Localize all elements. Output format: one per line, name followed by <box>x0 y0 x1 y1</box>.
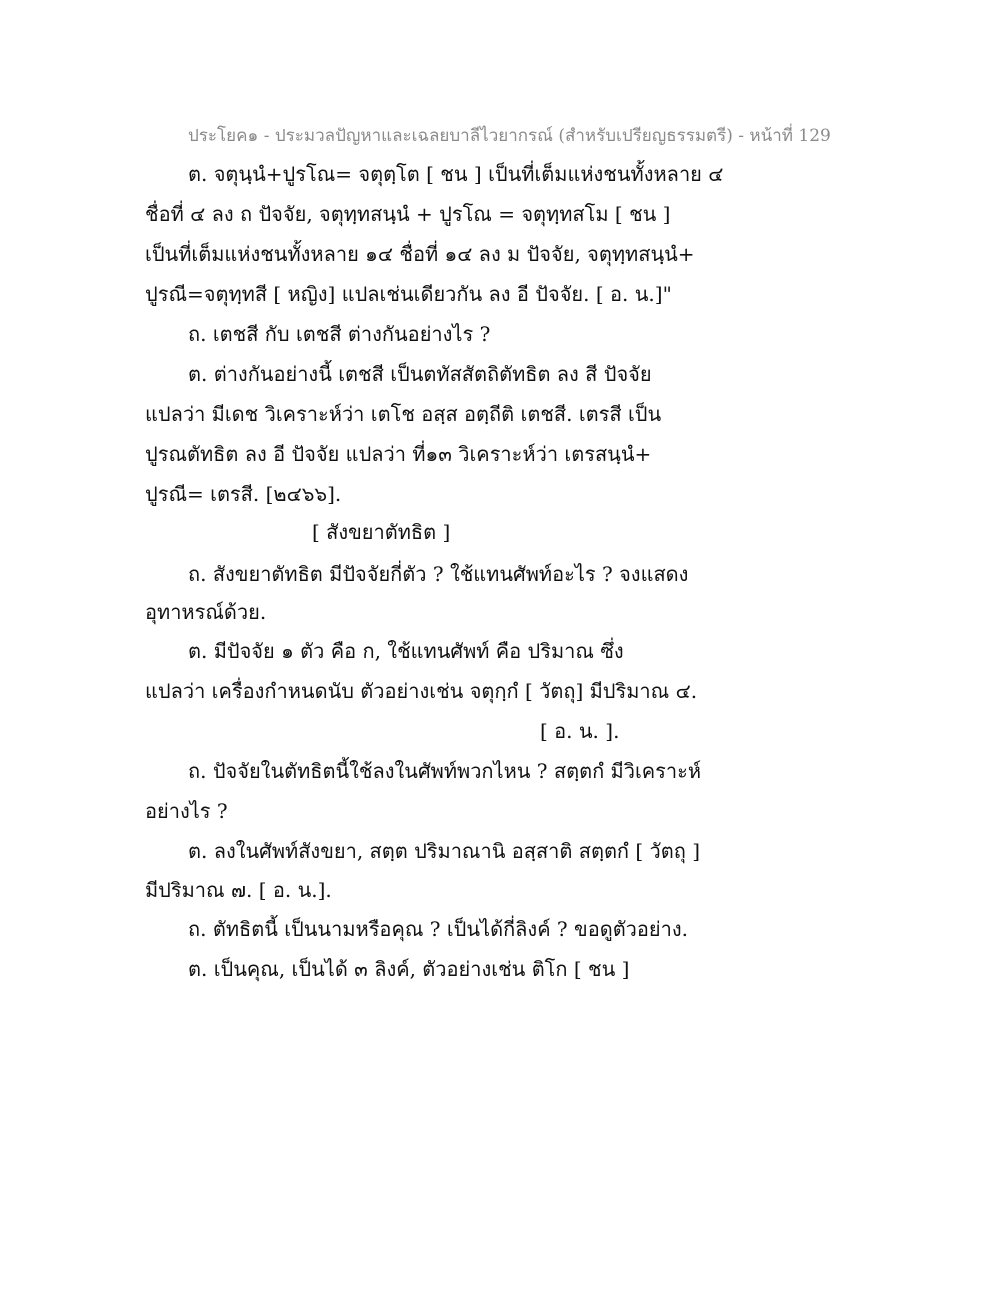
page-header: ประโยค๑ - ประมวลปัญหาและเฉลยบาลีไวยากรณ์ (สำหรับเปรียญธรรมตรี) - หน้าที่ 129 <box>188 126 831 146</box>
text-line: ปูรณี= เตรสี. [๒๔๖๖]. <box>145 482 342 506</box>
text-line: ต. จตุนฺนํ+ปูรโณ= จตุตฺโต [ ชน ] เป็นที่เต็มแห่งชนทั้งหลาย ๔ <box>188 162 724 186</box>
text-line: ปูรณตัทธิต ลง อี ปัจจัย แปลว่า ที่๑๓ วิเคราะห์ว่า เตรสนฺนํ+ <box>145 442 652 466</box>
text-line: เป็นที่เต็มแห่งชนทั้งหลาย ๑๔ ชื่อที่ ๑๔ ลง ม ปัจจัย, จตุทฺทสนฺนํ+ <box>145 242 695 266</box>
text-line: ถ. เตชสี กับ เตชสี ต่างกันอย่างไร ? <box>188 322 491 346</box>
text-line: ชื่อที่ ๔ ลง ถ ปัจจัย, จตุทฺทสนฺนํ + ปูรโณ = จตุทฺทสโม [ ชน ] <box>145 202 671 226</box>
text-line: [ อ. น. ]. <box>540 719 620 743</box>
text-line: ถ. ตัทธิตนี้ เป็นนามหรือคุณ ? เป็นได้กี่ลิงค์ ? ขอดูตัวอย่าง. <box>188 917 688 941</box>
text-line: มีปริมาณ ๗. [ อ. น.]. <box>145 878 332 902</box>
text-line: อย่างไร ? <box>145 799 228 823</box>
text-line: ต. ลงในศัพท์สังขยา, สตฺต ปริมาณานิ อสฺสาติ สตฺตกํ [ วัตถุ ] <box>188 839 701 863</box>
text-line: แปลว่า เครื่องกำหนดนับ ตัวอย่างเช่น จตุกฺกํ [ วัตถุ] มีปริมาณ ๔. <box>145 679 698 703</box>
text-line: ต. เป็นคุณ, เป็นได้ ๓ ลิงค์, ตัวอย่างเช่น ติโก [ ชน ] <box>188 957 630 981</box>
text-line: แปลว่า มีเดช วิเคราะห์ว่า เตโช อสฺส อตฺถีติ เตชสี. เตรสี เป็น <box>145 402 662 426</box>
text-line: ต. ต่างกันอย่างนี้ เตชสี เป็นตทัสสัตถิตัทธิต ลง สี ปัจจัย <box>188 362 652 386</box>
text-line: ปูรณี=จตุทฺทสี [ หญิง] แปลเช่นเดียวกัน ลง อี ปัจจัย. [ อ. น.]" <box>145 282 672 306</box>
section-heading: [ สังขยาตัทธิต ] <box>312 520 451 544</box>
text-line: ถ. สังขยาตัทธิต มีปัจจัยกี่ตัว ? ใช้แทนศัพท์อะไร ? จงแสดง <box>188 562 689 586</box>
text-line: อุทาหรณ์ด้วย. <box>145 600 267 624</box>
text-line: ถ. ปัจจัยในตัทธิตนี้ใช้ลงในศัพท์พวกไหน ? สตฺตกํ มีวิเคราะห์ <box>188 759 702 783</box>
text-line: ต. มีปัจจัย ๑ ตัว คือ ก, ใช้แทนศัพท์ คือ ปริมาณ ซึ่ง <box>188 639 624 663</box>
